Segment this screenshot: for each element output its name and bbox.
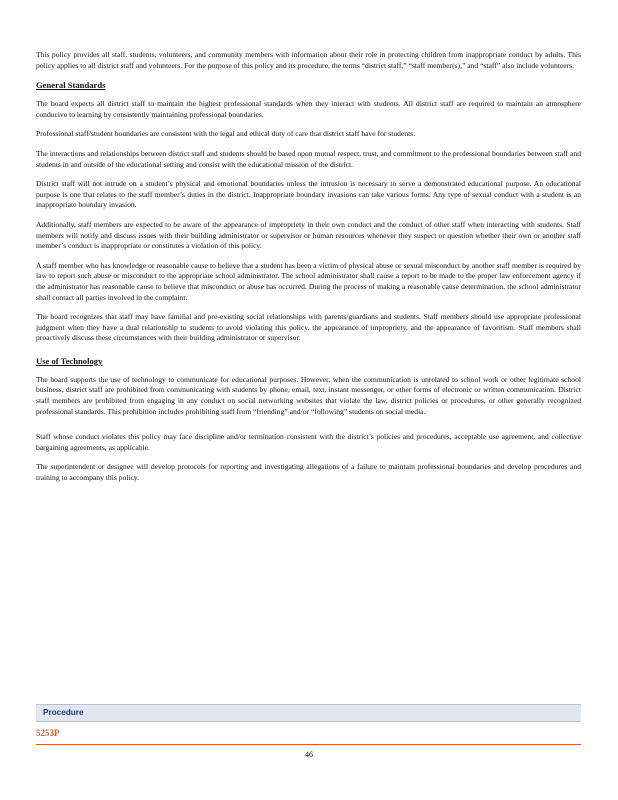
body-paragraph: The board supports the use of technology to communicate for educational purposes. However, when the communication is unrelated to school work or other legitimate school business, district staff are prohibited from communicating with students by phone, email, text, instant messenger, or other forms of electronic or written communication. District staff members are prohibited from engaging in any conduct on social networking websites that violate the law, district policies or procedures, or other generally recognized professional standards. This prohibition includes prohibiting staff from “friending” and/or “following” students on social media. — [36, 374, 581, 416]
body-paragraph: Staff whose conduct violates this policy may face discipline and/or termination consistent with the district’s policies and procedures, acceptable use agreement, and collective bargaining agreements, as applicable. — [36, 432, 581, 452]
body-paragraph: The interactions and relationships between district staff and students should be based upon mutual respect, trust, and commitment to the professional boundaries between staff and students in and outside of the educational setting and consist with the educational mission of the district. — [36, 148, 581, 169]
intro-paragraph: This policy provides all staff, students, volunteers, and community members with information about their role in protecting children from inappropriate conduct by adults. This policy applies to all district staff and volunteers. For the purpose of this policy and its procedure, the terms “district staff,” “staff member(s),” and “staff” also include volunteers. — [36, 50, 581, 70]
policy-body — [36, 50, 581, 493]
body-paragraph: Additionally, staff members are expected to be aware of the appearance of impropriety in their own conduct and the conduct of other staff when interacting with students. Staff members will notify and discuss issues with their building administrator or supervisor or human resources whenever they suspect or question whether their own or another staff member’s conduct is inappropriate or constitutes a violation of this policy. — [36, 219, 581, 251]
body-paragraph: The board expects all district staff to maintain the highest professional standards when they interact with students. All district staff are required to maintain an atmosphere conducive to learning by consistently maintaining professional boundaries. — [36, 99, 581, 119]
body-paragraph: District staff will not intrude on a student’s physical and emotional boundaries unless the intrusion is necessary to serve a demonstrated educational purpose. An educational purpose is one that relates to the staff member’s duties in the district. Inappropriate boundary invasions can take various forms. Any type of sexual conduct with a student is an inappropriate boundary invasion. — [36, 179, 581, 210]
procedure-code: 5253P — [36, 728, 60, 738]
body-paragraph: The board recognizes that staff may have familial and pre-existing social relationships with parents/guardians and students. Staff members should use appropriate professional judgment when they have a dual relationship to students to avoid violating this policy, the appearance of impropriety, and the appearance of favoritism. Staff members shall proactively discuss these circumstances with their building administrator or supervisor. — [36, 312, 581, 343]
body-paragraph: The superintendent or designee will develop protocols for reporting and investigating allegations of a failure to maintain professional boundaries and develop procedures and training to accompany this policy. — [36, 462, 581, 483]
procedure-label: Procedure — [43, 708, 84, 717]
section-heading-general-standards: General Standards — [36, 80, 106, 91]
procedure-bar — [36, 704, 581, 722]
body-paragraph: A staff member who has knowledge or reasonable cause to believe that a student has been a victim of physical abuse or sexual misconduct by another staff member is required by law to report such abuse or misconduct to the appropriate school administrator. The school administrator shall cause a report to be made to the proper law enforcement agency if the administrator has reasonable cause to believe that misconduct or abuse has occurred. During the process of making a reasonable cause determination, the school administrator shall contact all parties involved in the complaint. — [36, 260, 581, 302]
body-paragraph: Professional staff/student boundaries are consistent with the legal and ethical duty of care that district staff have for students. — [36, 129, 416, 139]
footer-divider — [36, 744, 581, 745]
page-number: 46 — [305, 750, 313, 759]
section-heading-use-of-technology: Use of Technology — [36, 355, 103, 366]
